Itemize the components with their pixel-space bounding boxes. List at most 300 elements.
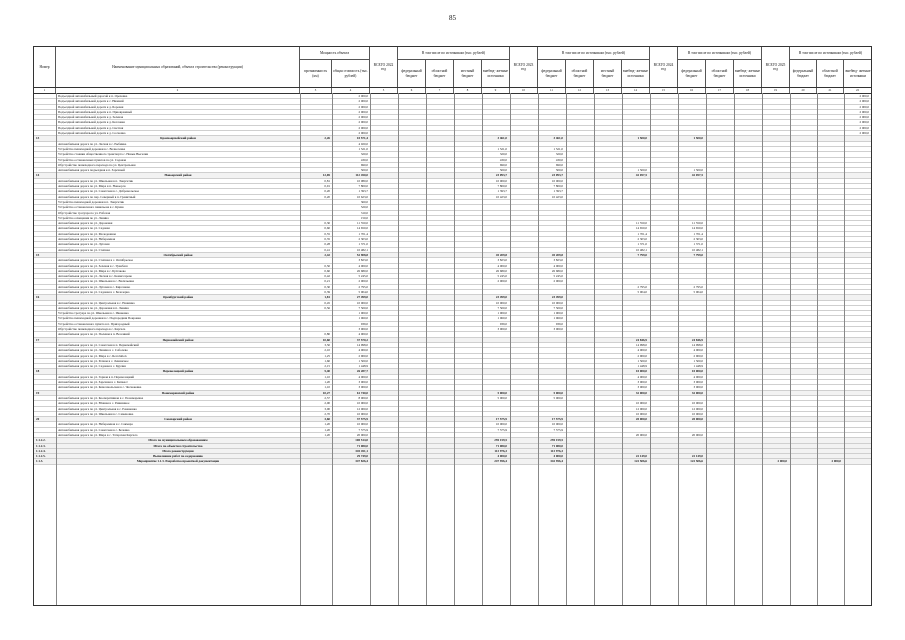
row-name: Устройство остановочного пункта в п. Пригородный: [58, 321, 130, 326]
row-value: 5 245,0: [553, 274, 563, 279]
row-value: 690,0: [499, 162, 507, 167]
row-code: 20: [36, 417, 40, 422]
header-regional-2022: областной бюджет: [426, 60, 454, 87]
column-number: 13: [594, 88, 622, 93]
column-number: 7: [426, 88, 454, 93]
column-number: 14: [622, 88, 650, 93]
row-value: 10 000,0: [635, 369, 647, 374]
column-divider: [370, 93, 371, 606]
row-capacity-cost: 4 000,0: [358, 348, 368, 353]
row-capacity-cost: 500,0: [360, 168, 368, 173]
row-length: 1,20: [324, 433, 330, 437]
header-regional-2023: областной бюджет: [566, 60, 594, 87]
row-value: 2 000,0: [497, 279, 507, 284]
row-name: Мероприятие 1.1.3. Разработка проектной документации: [136, 459, 220, 464]
row-capacity-cost: 2 000,0: [358, 109, 368, 114]
column-divider: [300, 93, 301, 606]
row-value: 122 506,6: [690, 459, 703, 464]
row-capacity-cost: 5 245,0: [358, 274, 368, 279]
row-value: 23 093,7: [495, 173, 507, 178]
row-capacity-cost: 150,0: [360, 215, 368, 220]
row-name: Устройство пешеходной дорожки в с. Вознесенка: [58, 146, 126, 151]
table-header: [34, 47, 871, 88]
row-value: 4 000,0: [637, 374, 647, 379]
row-value: 1 393,7: [497, 189, 507, 194]
row-capacity-cost: 2 900,0: [358, 353, 368, 358]
header-federal-2022: федеральный бюджет: [398, 60, 426, 87]
row-value: 320,0: [499, 152, 507, 157]
row-value: 2 000,0: [859, 125, 869, 130]
row-value: 1 060,0: [553, 316, 563, 321]
row-length: 1,20: [324, 380, 330, 385]
column-number: 1: [34, 88, 56, 93]
row-name: Автомобильная дорога по ул. Дорожная в п. Ленина: [58, 305, 129, 310]
row-value: 7 500,0: [497, 305, 507, 310]
row-name: Автомобильная дорога по ул. Школьная в п. Энергетик: [58, 178, 133, 183]
row-capacity-cost: 14 998,0: [356, 342, 368, 347]
row-capacity-cost: 430,0: [360, 157, 368, 162]
row-value: 4 000,0: [497, 454, 507, 459]
row-value: 10 000,0: [551, 178, 563, 183]
row-length: 0,45: [324, 300, 330, 305]
header-extra-2022: внебюд- жетные источники: [482, 60, 510, 87]
row-name: Автомобильная дорога по ул. Речная в с. Ленинское: [58, 358, 129, 363]
row-value: 5 245,0: [497, 274, 507, 279]
row-name: Подъездной автомобильной дороги к д. Светлая: [58, 125, 124, 130]
row-value: 2 795,0: [693, 284, 703, 289]
column-divider: [454, 93, 455, 606]
row-length: 2,57: [324, 395, 330, 400]
row-length: 0,28: [324, 242, 330, 247]
row-value: 1 500,0: [637, 168, 647, 173]
row-name: Устройство стоянки общественного транспорта с. Новые Выселки: [58, 152, 149, 157]
row-value: 2 000,0: [859, 131, 869, 136]
row-name: Автомобильная дорога по ул. Советская в с. Беловка: [58, 427, 130, 432]
row-length: 0,30: [324, 221, 330, 226]
row-code: 14: [36, 173, 40, 178]
column-divider: [734, 93, 735, 606]
row-length: 2,70: [324, 411, 330, 416]
row-name: Обустройство пешеходного перехода по ул. Центральная: [58, 162, 136, 167]
row-value: 71 080,0: [495, 443, 507, 448]
row-value: 1 521,0: [497, 146, 507, 151]
row-name: Новоорский район: [164, 173, 192, 178]
row-value: 4 000,0: [497, 263, 507, 268]
row-value: 3 000,0: [693, 380, 703, 385]
row-value: 26 680,0: [551, 268, 563, 273]
row-value: 10 000,0: [495, 422, 507, 427]
row-length: 1,20: [324, 427, 330, 432]
column-divider: [566, 93, 567, 606]
row-capacity-cost: 2 000,0: [358, 104, 368, 109]
row-value: 10 000,0: [691, 411, 703, 416]
row-value: 939,0: [555, 321, 563, 326]
row-length: 0,80: [324, 332, 330, 337]
row-name: Автомобильная дорога по ул. Луговая: [58, 242, 110, 247]
row-code: 15: [36, 252, 40, 257]
row-name: Автомобильная дорога по ул. Лесная в с. Рыбинка: [58, 141, 127, 146]
column-number: 9: [482, 88, 510, 93]
row-value: 1 448,9: [693, 364, 703, 369]
row-code: 16: [36, 295, 40, 300]
row-name: Автомобильная дорога по ул. Мира в п. Новоорск: [58, 184, 126, 189]
row-value: 5 000,0: [553, 390, 563, 395]
row-value: 14 998,0: [691, 342, 703, 347]
row-capacity-cost: 100 514,0: [355, 438, 368, 443]
column-divider: [538, 93, 539, 606]
row-name: Автомобильная дорога по ул. Мира в с. Татарская Каргала: [58, 433, 138, 437]
row-value: 7 575,9: [497, 427, 507, 432]
row-name: Устройство пешеходной дорожки в с. Подгородняя Покровка: [58, 316, 141, 321]
row-capacity-cost: 3 823,0: [358, 258, 368, 263]
row-value: 10 000,0: [551, 300, 563, 305]
row-name: Переволоцкий район: [162, 369, 194, 374]
row-length: 2,10: [324, 348, 330, 353]
row-value: 1 000,0: [497, 311, 507, 316]
row-length: 10,60: [322, 337, 330, 342]
column-divider: [398, 93, 399, 606]
row-length: 10,27: [322, 390, 330, 395]
row-value: 247 956,4: [494, 459, 507, 464]
row-capacity-cost: 112 450,0: [355, 173, 368, 178]
page-number: 85: [449, 14, 456, 22]
row-name: Автомобильная дорога по ул. Центральная в с. Романовка: [58, 406, 137, 411]
row-value: 3 000,0: [553, 327, 563, 332]
row-capacity-cost: 7 800,0: [358, 184, 368, 189]
row-value: 430,0: [555, 157, 563, 162]
row-value: 259 159,5: [494, 438, 507, 443]
row-value: 4 000,0: [693, 374, 703, 379]
row-value: 2 795,0: [637, 284, 647, 289]
row-length: 2,15: [324, 364, 330, 369]
row-length: 0,35: [324, 237, 330, 242]
row-capacity-cost: 1 060,0: [358, 316, 368, 321]
row-value: 71 080,0: [551, 443, 563, 448]
row-value: 20 000,0: [691, 417, 703, 422]
row-value: 3 000,0: [637, 385, 647, 390]
row-capacity-cost: 7 500,0: [358, 305, 368, 310]
column-number: 20: [790, 88, 817, 93]
row-length: 0,60: [324, 226, 330, 231]
header-total-2022: ВСЕГО 2022 год: [370, 47, 398, 87]
row-value: 7 500,0: [553, 305, 563, 310]
column-number: 6: [398, 88, 426, 93]
row-capacity-cost: 37 570,2: [356, 337, 368, 342]
row-name: Автомобильная дорога по ул. Набережная: [58, 237, 116, 242]
row-value: 12 000,0: [635, 406, 647, 411]
row-length: 5,40: [324, 369, 330, 374]
row-capacity-cost: 2 303,0: [358, 237, 368, 242]
row-value: 1 701,4: [693, 231, 703, 236]
row-value: 17 575,9: [551, 417, 563, 422]
row-value: 430,0: [499, 157, 507, 162]
row-capacity-cost: 347 826,4: [355, 459, 368, 464]
row-name: Подъездной автомобильной дороги к д. Зеленая: [58, 115, 124, 120]
row-value: 23 499,0: [551, 295, 563, 300]
row-value: 5 004,0: [693, 289, 703, 294]
row-capacity-cost: 1 393,7: [358, 189, 368, 194]
row-value: 500,0: [555, 168, 563, 173]
row-length: 0,60: [324, 268, 330, 273]
row-capacity-cost: 1 371,0: [358, 242, 368, 247]
row-capacity-cost: 4 000,0: [358, 374, 368, 379]
row-value: 10 000,0: [495, 178, 507, 183]
row-capacity-cost: 10 000,0: [356, 401, 368, 406]
header-capacity-group: Мощность объекта: [300, 47, 370, 60]
row-name: Обустройство пешеходного перехода в с. Каргала: [58, 327, 126, 332]
row-length: 1,10: [324, 385, 330, 390]
row-capacity-cost: 1 521,0: [358, 146, 368, 151]
row-capacity-cost: 1 701,4: [358, 231, 368, 236]
row-value: 1 448,9: [637, 364, 647, 369]
row-value: 42 057,5: [635, 173, 647, 178]
header-regional-2024: областной бюджет: [706, 60, 734, 87]
row-code: 1.1.2.5.: [36, 454, 46, 459]
row-capacity-cost: 4 000,0: [358, 332, 368, 337]
header-capacity-cost: общая стоимость (тыс. рублей): [332, 60, 370, 87]
row-value: 1 060,0: [497, 316, 507, 321]
row-code: 13: [36, 136, 40, 141]
row-name: Автомобильная дорога по ул. Степная: [58, 247, 110, 252]
row-name: Итого по муниципальным образованиям: [148, 438, 208, 443]
row-value: 113 976,3: [550, 448, 563, 453]
row-capacity-cost: 360,0: [360, 199, 368, 204]
row-value: 22 149,0: [635, 454, 647, 459]
column-divider: [510, 93, 511, 606]
row-code: 19: [36, 390, 40, 395]
row-value: 5 000,0: [553, 395, 563, 400]
row-code: 1.1.3.: [36, 459, 44, 464]
row-value: 23 499,0: [495, 295, 507, 300]
road-program-table: [33, 46, 872, 606]
row-name: Автомобильная дорога по ул. Советская в п. Первомайский: [58, 342, 139, 347]
row-capacity-cost: 26 287,7: [356, 369, 368, 374]
row-length: 0,30: [324, 284, 330, 289]
row-length: 0,56: [324, 305, 330, 310]
column-number: 8: [454, 88, 482, 93]
row-value: 14 650,0: [691, 226, 703, 231]
header-federal-2025: федеральный бюджет: [790, 60, 817, 87]
row-name: Автомобильная дорога по ул. Мира в с. Булгаково: [58, 268, 126, 273]
row-value: 342 956,4: [550, 459, 563, 464]
row-value: 7 799,0: [693, 252, 703, 257]
row-value: 2 000,0: [859, 104, 869, 109]
row-capacity-cost: 10 080,0: [356, 178, 368, 183]
row-length: 1,25: [324, 353, 330, 358]
row-name: Автомобильная дорога по ул. Дорожная: [58, 221, 113, 226]
header-name: Наименование муниципальных образований, объекта строительства (реконструкции): [56, 47, 300, 87]
column-divider: [650, 93, 651, 606]
row-capacity-cost: 2 000,0: [358, 94, 368, 98]
row-name: Подъездной автомобильной дороги к д. Козловка: [58, 120, 125, 125]
row-name: Автомобильная дорога по ул. Комсомольская в с. Чесноковка: [58, 385, 142, 390]
row-value: 3 823,0: [553, 258, 563, 263]
row-name: Устройство остановочного павильона в с. Кумак: [58, 205, 124, 210]
row-value: 4 000,0: [637, 348, 647, 353]
row-name: Октябрьский район: [163, 252, 193, 257]
row-capacity-cost: 4 000,0: [358, 263, 368, 268]
row-value: 2 000,0: [859, 99, 869, 104]
column-divider: [594, 93, 595, 606]
row-name: Автомобильная дорога по ул. Садовая в с. Белозерка: [58, 289, 130, 294]
row-length: 0,91: [324, 184, 330, 189]
row-code: 1.1.2.2.: [36, 438, 46, 443]
row-capacity-cost: 2 795,0: [358, 284, 368, 289]
column-divider: [706, 93, 707, 606]
row-capacity-cost: 2 000,0: [358, 125, 368, 130]
header-total-2025: ВСЕГО 2025 год: [762, 47, 790, 87]
row-capacity-cost: 690,0: [360, 162, 368, 167]
column-number: 10: [510, 88, 538, 93]
row-value: 45 209,8: [495, 252, 507, 257]
row-value: 2 303,0: [637, 237, 647, 242]
row-capacity-cost: 520,0: [360, 205, 368, 210]
row-value: 1 000,0: [553, 311, 563, 316]
row-value: 7 799,0: [637, 252, 647, 257]
column-number: 3: [300, 88, 332, 93]
row-value: 939,0: [499, 321, 507, 326]
row-name: Автомобильная дорога подъездная к п. Заречный: [58, 168, 125, 173]
row-name: Автомобильная дорога по ул. Полевая в п. Весенний: [58, 332, 130, 337]
section-row: [34, 459, 871, 464]
row-value: 1 500,0: [693, 168, 703, 173]
row-capacity-cost: 2 000,0: [358, 120, 368, 125]
row-value: 3 000,0: [497, 327, 507, 332]
row-length: 3,50: [324, 342, 330, 347]
row-name: Автомобильная дорога по ул. Луговая в с. Кирсаново: [58, 284, 131, 289]
row-name: Автомобильная дорога по ул. Зеленая в с. Уранбаш: [58, 263, 128, 268]
row-name: Выполнение работ по содержанию: [153, 454, 203, 459]
row-value: 500,0: [499, 168, 507, 173]
column-divider: [762, 93, 763, 606]
row-length: 0,50: [324, 263, 330, 268]
column-divider: [678, 93, 679, 606]
row-value: 1 500,0: [693, 136, 703, 141]
row-value: 10 000,0: [691, 401, 703, 406]
row-capacity-cost: 3 000,0: [358, 385, 368, 390]
row-length: 3,00: [324, 406, 330, 411]
row-capacity-cost: 2 000,0: [358, 131, 368, 136]
row-name: Устройство тротуара по ул. Школьная в с. Ивановка: [58, 311, 129, 316]
row-length: 1,81: [324, 295, 330, 300]
header-extra-2025: внебюд- жетные источники: [845, 69, 871, 78]
row-capacity-cost: 29 749,0: [356, 454, 368, 459]
row-name: Подъездной автомобильной дороги к с. Нижний: [58, 99, 124, 104]
row-capacity-cost: 320,0: [360, 152, 368, 157]
row-name: Сакмарский район: [164, 417, 192, 422]
row-value: 20 000,0: [635, 417, 647, 422]
row-length: 1,10: [324, 374, 330, 379]
row-value: 2 000,0: [859, 115, 869, 120]
row-length: 3,60: [324, 417, 330, 422]
row-capacity-cost: 61 740,0: [356, 390, 368, 395]
row-value: 122 506,6: [634, 459, 647, 464]
row-value: 1 521,0: [553, 146, 563, 151]
row-name: Устройство остановочных пунктов по ул. Садовая: [58, 157, 126, 162]
header-funding-2025: В том числе по источникам (тыс. рублей): [790, 47, 872, 60]
row-value: 1 701,4: [637, 231, 647, 236]
row-capacity-cost: 10 482,1: [356, 247, 368, 252]
row-value: 10 000,0: [495, 300, 507, 305]
row-capacity-cost: 2 000,0: [358, 99, 368, 104]
row-value: 3 000,0: [637, 380, 647, 385]
column-number: 5: [370, 88, 398, 93]
row-value: 23 093,7: [551, 173, 563, 178]
row-value: 320,0: [555, 152, 563, 157]
row-value: 1 371,0: [637, 242, 647, 247]
column-divider: [817, 93, 818, 606]
row-value: 17 575,9: [495, 417, 507, 422]
row-name: Пономаревский район: [161, 390, 195, 395]
row-capacity-cost: 4 020,0: [358, 141, 368, 146]
column-number: 11: [538, 88, 566, 93]
header-funding-2023: В том числе по источникам (тыс. рублей): [538, 47, 650, 60]
row-name: Подъездной автомобильный дорогой к п. Ореховка: [58, 94, 128, 98]
row-value: 2 000,0: [831, 459, 841, 464]
row-value: 10 423,0: [551, 194, 563, 199]
row-value: 22 149,0: [691, 454, 703, 459]
row-value: 3 461,0: [553, 136, 563, 141]
row-value: 45 209,8: [551, 252, 563, 257]
row-length: 0,41: [324, 247, 330, 252]
row-value: 259 159,5: [550, 438, 563, 443]
row-value: 24 846,9: [691, 337, 703, 342]
column-number: 18: [734, 88, 762, 93]
row-value: 7 800,0: [553, 184, 563, 189]
row-length: 0,55: [324, 231, 330, 236]
row-length: 0,81: [324, 178, 330, 183]
row-name: Автомобильная дорога по ул. Кооперативная в с. Пономаревка: [58, 395, 144, 400]
row-value: 690,0: [555, 162, 563, 167]
row-value: 3 461,0: [497, 136, 507, 141]
row-capacity-cost: 2 000,0: [358, 279, 368, 284]
row-capacity-cost: 10 000,0: [356, 411, 368, 416]
row-length: 0,21: [324, 279, 330, 284]
row-value: 14 998,0: [635, 342, 647, 347]
column-number: 22: [844, 88, 872, 93]
row-value: 2 000,0: [859, 94, 869, 98]
column-number: 12: [566, 88, 594, 93]
row-value: 2 900,0: [693, 353, 703, 358]
row-capacity-cost: 71 080,0: [356, 443, 368, 448]
row-name: Подъездной автомобильной дороги к д. Боровая: [58, 104, 124, 109]
header-extra-2024: внебюд- жетные источники: [734, 60, 762, 87]
row-capacity-cost: 10 623,0: [356, 194, 368, 199]
row-name: Первомайский район: [162, 337, 194, 342]
header-capacity-length: протяженность (км): [300, 60, 332, 87]
row-length: 2,00: [324, 401, 330, 406]
column-number: 16: [678, 88, 706, 93]
row-name: Автомобильная дорога по ул. Советская в с. Добровольское: [58, 189, 140, 194]
row-length: 1,20: [324, 422, 330, 427]
row-capacity-cost: 37 575,9: [356, 417, 368, 422]
row-capacity-cost: 1 448,9: [358, 364, 368, 369]
row-value: 32 000,0: [635, 390, 647, 395]
row-value: 11 550,0: [691, 221, 703, 226]
row-capacity-cost: 310,0: [360, 210, 368, 215]
column-divider: [844, 93, 845, 606]
row-name: Автомобильная дорога по ул. Степная в с. Октябрьское: [58, 258, 134, 263]
row-code: 17: [36, 337, 40, 342]
row-code: 18: [36, 369, 40, 374]
row-capacity-cost: 52 908,8: [356, 252, 368, 257]
row-name: Автомобильная дорога по ул. Южная в с. Равнинное: [58, 401, 130, 406]
row-value: 2 000,0: [553, 279, 563, 284]
row-value: 11 550,0: [635, 221, 647, 226]
row-name: Автомобильная дорога по ул. Садовая в с. Курлин: [58, 364, 126, 369]
row-value: 4 000,0: [553, 454, 563, 459]
row-name: Автомобильная дорога по ул. Школьная в с. Семеновка: [58, 411, 134, 416]
